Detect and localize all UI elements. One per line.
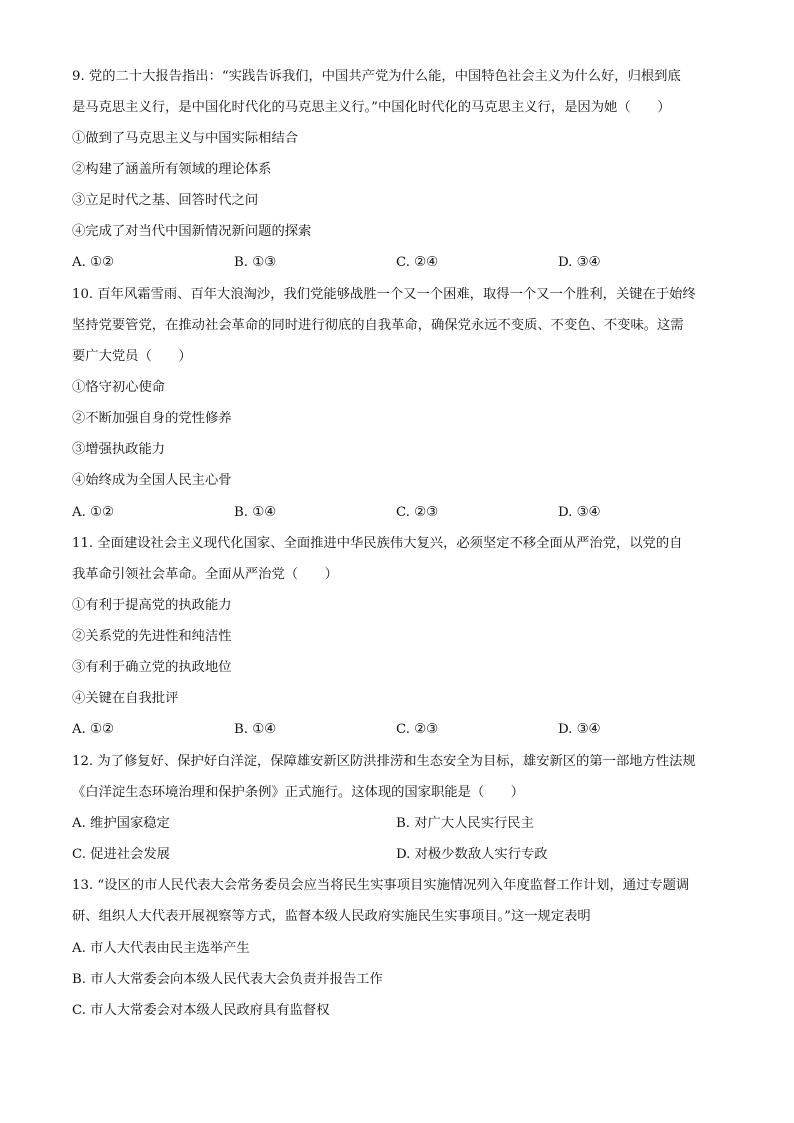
q13-option-b[interactable]: B. 市人大常委会向本级人民代表大会负责并报告工作 bbox=[72, 972, 383, 987]
q13-option-c[interactable]: C. 市人大常委会对本级人民政府具有监督权 bbox=[72, 1003, 330, 1018]
q11-option-c[interactable]: C. ②③ bbox=[396, 722, 438, 737]
q10-statement-4: ④始终成为全国人民主心骨 bbox=[72, 473, 232, 488]
q9-statement-2: ②构建了涵盖所有领域的理论体系 bbox=[72, 162, 272, 177]
q11-option-b[interactable]: B. ①④ bbox=[234, 722, 277, 737]
q12-option-a[interactable]: A. 维护国家稳定 bbox=[72, 816, 170, 831]
q9-option-a[interactable]: A. ①② bbox=[72, 255, 114, 270]
q13-option-a[interactable]: A. 市人大代表由民主选举产生 bbox=[72, 941, 250, 956]
q9-option-b[interactable]: B. ①③ bbox=[234, 255, 277, 270]
q13-stem-line-2: 研、组织人大代表开展视察等方式，监督本级人民政府实施民生实事项目。”这一规定表明 bbox=[72, 909, 591, 924]
q10-statement-1: ①恪守初心使命 bbox=[72, 380, 166, 395]
q10-stem-line-2: 坚持党要管党，在推动社会革命的同时进行彻底的自我革命，确保党永远不变质、不变色、不变味。这需 bbox=[72, 318, 684, 333]
q12-stem-line-2: 《白洋淀生态环境治理和保护条例》正式施行。这体现的国家职能是（ ） bbox=[72, 785, 525, 800]
q10-option-d[interactable]: D. ③④ bbox=[558, 505, 601, 520]
q10-statement-2: ②不断加强自身的党性修养 bbox=[72, 411, 232, 426]
q9-statement-4: ④完成了对当代中国新情况新问题的探索 bbox=[72, 224, 312, 239]
q12-option-c[interactable]: C. 促进社会发展 bbox=[72, 847, 170, 862]
q12-option-b[interactable]: B. 对广大人民实行民主 bbox=[396, 816, 534, 831]
q11-statement-2: ②关系党的先进性和纯洁性 bbox=[72, 629, 232, 644]
q10-option-c[interactable]: C. ②③ bbox=[396, 505, 438, 520]
q12-stem-line-1: 12. 为了修复好、保护好白洋淀，保障雄安新区防洪排涝和生态安全为目标，雄安新区的第一部地方性法规 bbox=[72, 754, 696, 769]
q10-stem-line-1: 10. 百年风霜雪雨、百年大浪淘沙，我们党能够战胜一个又一个困难，取得一个又一个胜利，关键在于始终 bbox=[72, 287, 696, 302]
q9-statement-1: ①做到了马克思主义与中国实际相结合 bbox=[72, 131, 299, 146]
q9-stem-line-2: 是马克思主义行，是中国化时代化的马克思主义行。”中国化时代化的马克思主义行，是因为她（ ） bbox=[72, 100, 671, 115]
q11-statement-3: ③有利于确立党的执政地位 bbox=[72, 660, 232, 675]
q10-stem-line-3: 要广大党员（ ） bbox=[72, 349, 192, 364]
q9-option-c[interactable]: C. ②④ bbox=[396, 255, 438, 270]
q11-statement-1: ①有利于提高党的执政能力 bbox=[72, 598, 232, 613]
q11-option-a[interactable]: A. ①② bbox=[72, 722, 114, 737]
q12-option-d[interactable]: D. 对极少数敌人实行专政 bbox=[396, 847, 548, 862]
q10-option-a[interactable]: A. ①② bbox=[72, 505, 114, 520]
q11-stem-line-1: 11. 全面建设社会主义现代化国家、全面推进中华民族伟大复兴，必须坚定不移全面从严治党，以党的自 bbox=[72, 536, 683, 551]
q9-statement-3: ③立足时代之基、回答时代之问 bbox=[72, 193, 259, 208]
q10-option-b[interactable]: B. ①④ bbox=[234, 505, 277, 520]
q9-stem-line-1: 9. 党的二十大报告指出：“实践告诉我们，中国共产党为什么能，中国特色社会主义为什么好，归根到底 bbox=[72, 69, 681, 84]
q10-statement-3: ③增强执政能力 bbox=[72, 442, 166, 457]
q11-stem-line-2: 我革命引领社会革命。全面从严治党（ ） bbox=[72, 567, 338, 582]
q11-option-d[interactable]: D. ③④ bbox=[558, 722, 601, 737]
q11-statement-4: ④关键在自我批评 bbox=[72, 691, 179, 706]
q13-stem-line-1: 13. “设区的市人民代表大会常务委员会应当将民生实事项目实施情况列入年度监督工作计划，通过专题调 bbox=[72, 878, 690, 893]
q9-option-d[interactable]: D. ③④ bbox=[558, 255, 601, 270]
